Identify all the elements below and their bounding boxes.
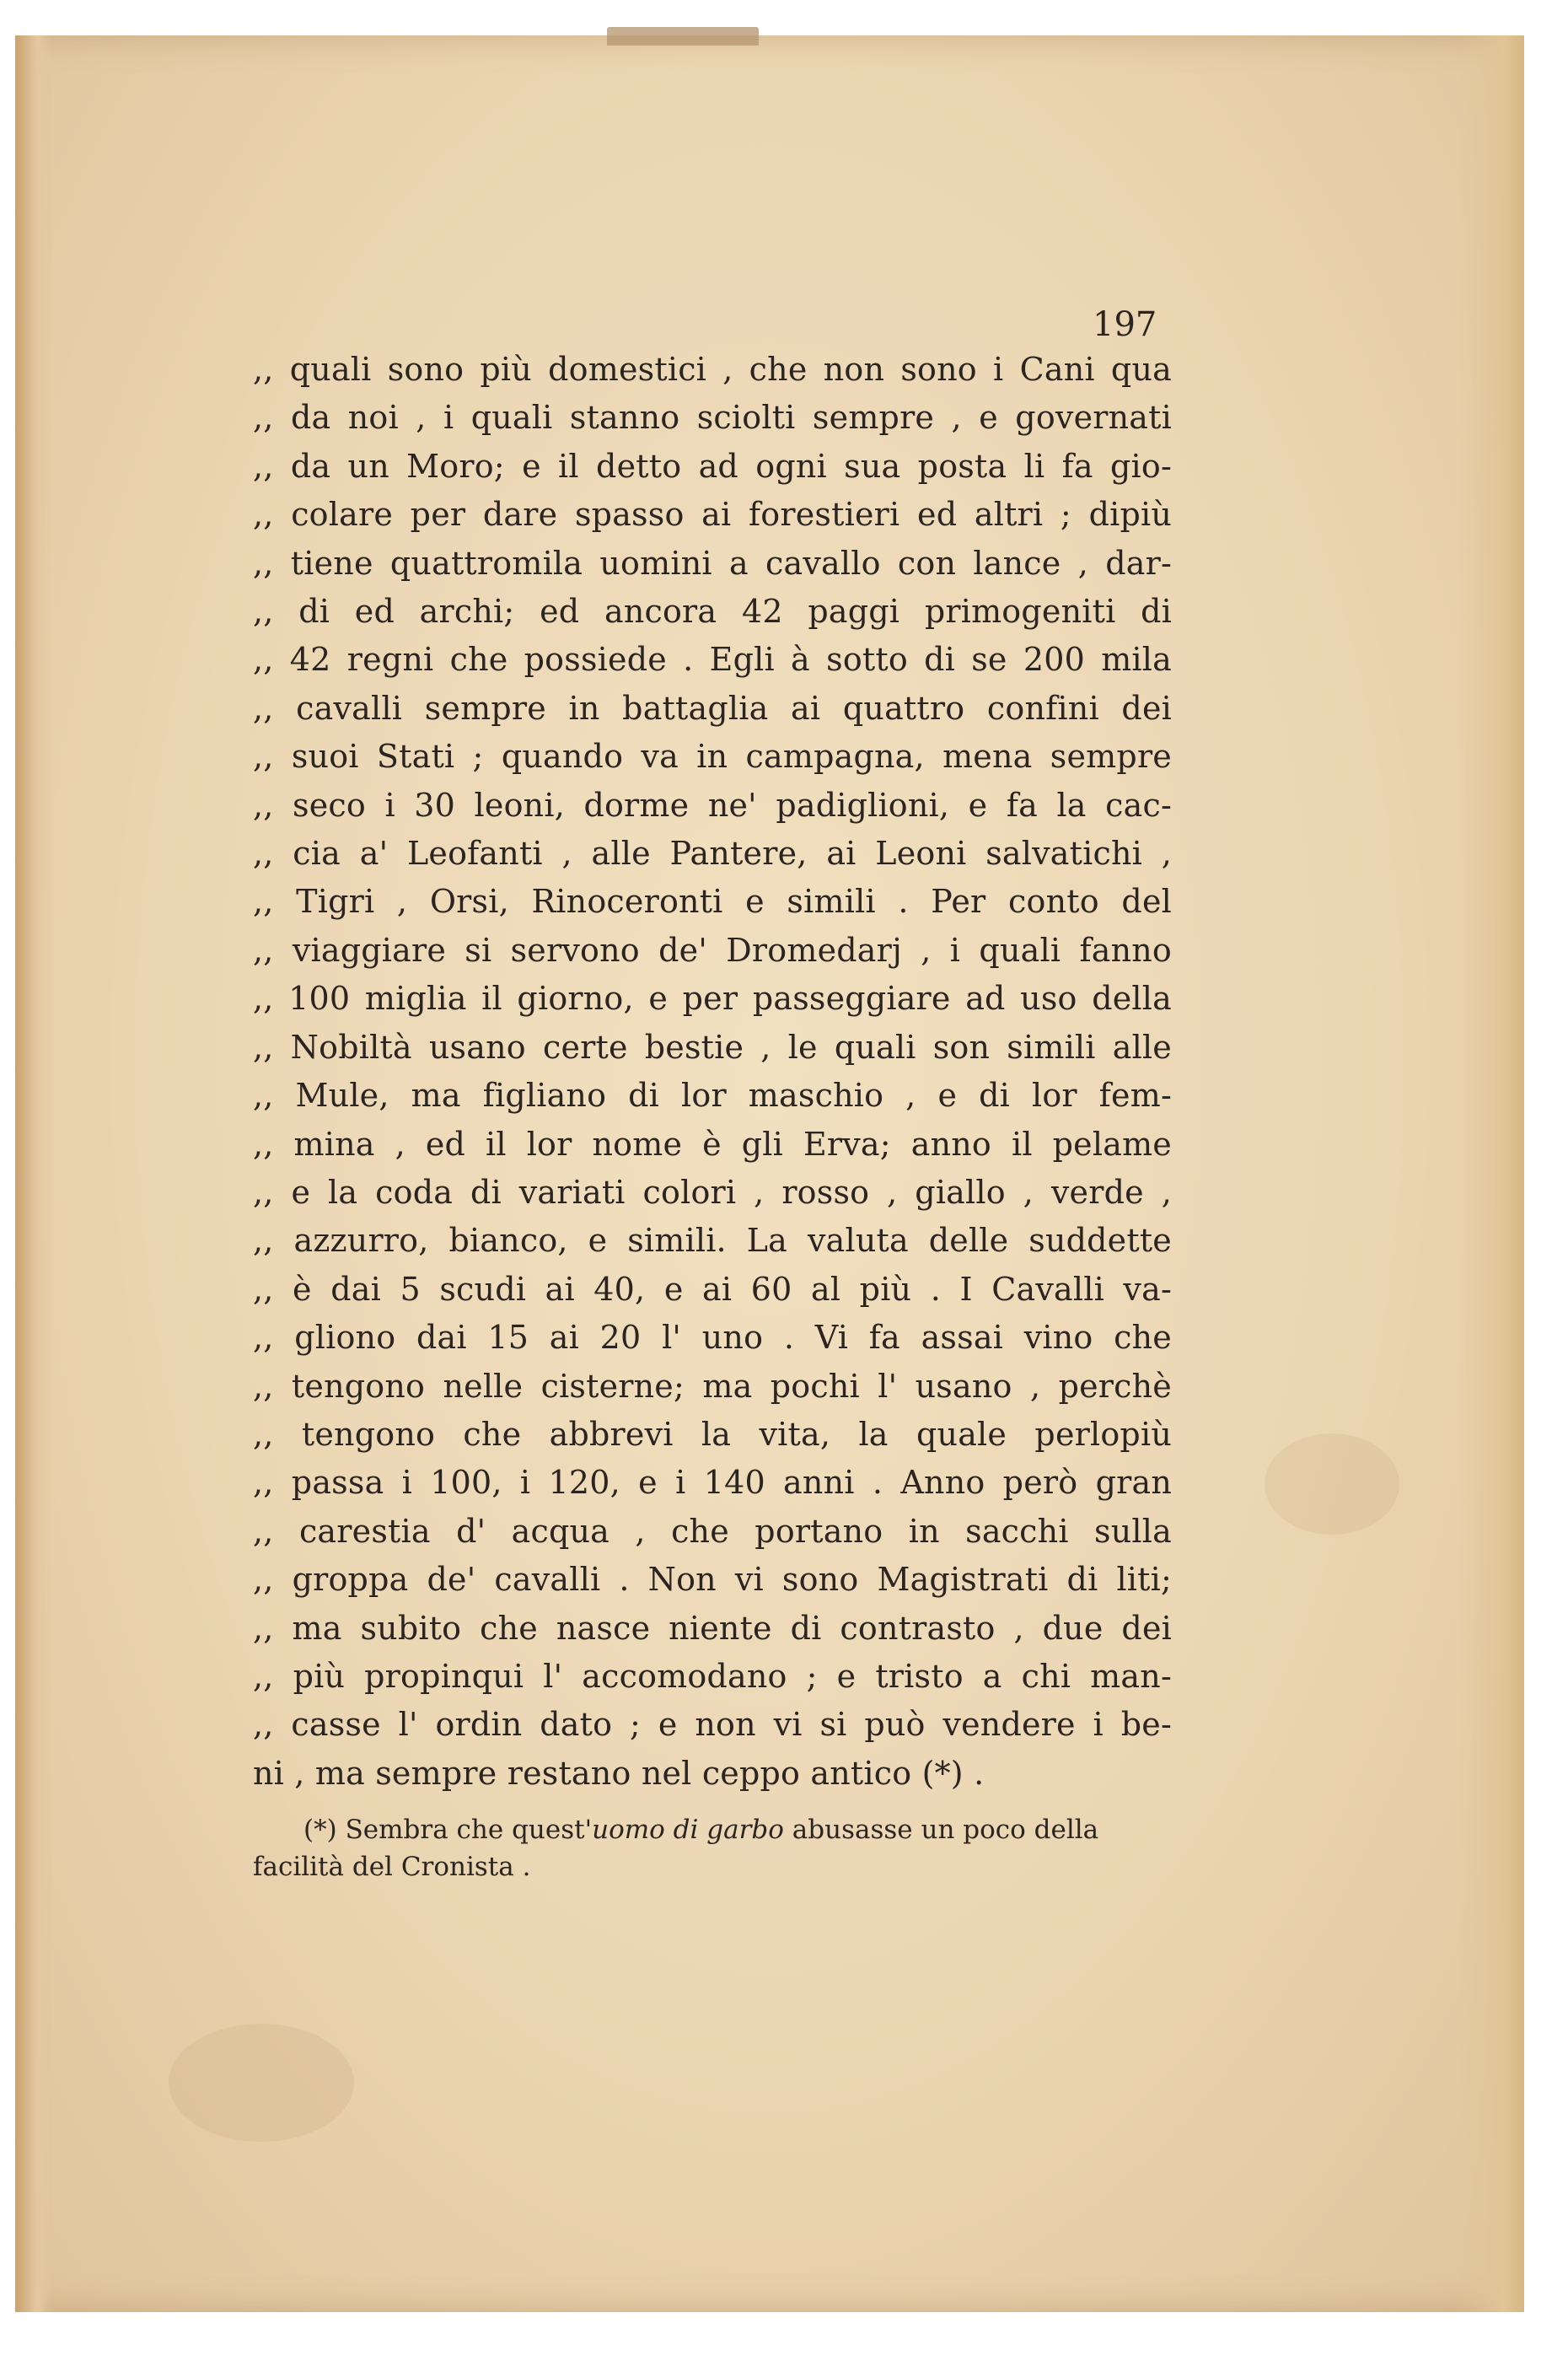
page-number: 197 — [1093, 305, 1157, 344]
footnote-continuation: facilità del Cronista . — [253, 1852, 531, 1882]
text-line: ni , ma sempre restano nel ceppo antico (*) . — [253, 1754, 985, 1792]
footnote-first-line — [253, 1811, 1146, 1848]
text-line: ,, carestia d' acqua , che portano in sacchi sulla — [253, 1512, 1172, 1550]
text-line: ,, 42 regni che possiede . Egli à sotto di se 200 mila — [253, 641, 1172, 679]
text-line: ,, ma subito che nasce niente di contrasto , due dei — [253, 1609, 1172, 1647]
text-line: ,, casse l' ordin dato ; e non vi si può vendere i be- — [253, 1706, 1172, 1744]
page-edge — [1458, 35, 1524, 2312]
text-line: ,, viaggiare si servono de' Dromedarj , i quali fanno — [253, 931, 1172, 969]
text-line: ,, cavalli sempre in battaglia ai quattro confini dei — [253, 689, 1172, 727]
paper-stain — [169, 2024, 354, 2142]
text-line: ,, mina , ed il lor nome è gli Erva; anno il pelame — [253, 1125, 1172, 1163]
text-line: ,, suoi Stati ; quando va in campagna, mena sempre — [253, 738, 1172, 776]
footnote-italic: uomo di garbo — [592, 1815, 784, 1845]
paper-stain — [1265, 1433, 1399, 1535]
text-line: ,, gliono dai 15 ai 20 l' uno . Vi fa assai vino che — [253, 1319, 1172, 1357]
text-line: ,, e la coda di variati colori , rosso , giallo , verde , — [253, 1173, 1172, 1211]
text-line: ,, è dai 5 scudi ai 40, e ai 60 al più . I Cavalli va- — [253, 1270, 1172, 1308]
text-line: ,, più propinqui l' accomodano ; e tristo a chi man- — [253, 1657, 1172, 1695]
text-line: ,, seco i 30 leoni, dorme ne' padiglioni, e fa la cac- — [253, 786, 1172, 824]
footnote-marker: (*) — [303, 1815, 337, 1845]
text-line: ,, groppa de' cavalli . Non vi sono Magistrati di liti; — [253, 1561, 1172, 1599]
text-line: ,, da un Moro; e il detto ad ogni sua posta li fa gio- — [253, 447, 1172, 485]
text-line: ,, colare per dare spasso ai forestieri ed altri ; dipiù — [253, 496, 1172, 534]
text-line: ,, passa i 100, i 120, e i 140 anni . Anno però gran — [253, 1464, 1172, 1502]
text-line: ,, 100 miglia il giorno, e per passeggiare ad uso della — [253, 980, 1172, 1018]
text-line: ,, Tigri , Orsi, Rinoceronti e simili . Per conto del — [253, 883, 1172, 921]
footnote-text: abusasse un poco della — [783, 1815, 1099, 1845]
text-line: ,, da noi , i quali stanno sciolti sempre , e governati — [253, 399, 1172, 437]
text-line: ,, azzurro, bianco, e simili. La valuta delle suddette — [253, 1222, 1172, 1260]
binding-edge — [15, 35, 52, 2312]
text-line: ,, Nobiltà usano certe bestie , le quali son simili alle — [253, 1028, 1172, 1066]
body-text — [253, 346, 1172, 1798]
text-line: ,, tengono che abbrevi la vita, la quale perlopiù — [253, 1415, 1172, 1453]
binding-tab — [607, 27, 759, 46]
text-line: ,, quali sono più domestici , che non sono i Cani qua — [253, 351, 1172, 388]
text-line: ,, Mule, ma figliano di lor maschio , e di lor fem- — [253, 1077, 1172, 1115]
footnote-text: Sembra che quest' — [345, 1815, 593, 1845]
footnote — [253, 1811, 1146, 1885]
text-line: ,, tengono nelle cisterne; ma pochi l' usano , perchè — [253, 1367, 1172, 1405]
text-line: ,, di ed archi; ed ancora 42 paggi primogeniti di — [253, 593, 1172, 631]
text-line: ,, cia a' Leofanti , alle Pantere, ai Leoni salvatichi , — [253, 835, 1172, 873]
text-line: ,, tiene quattromila uomini a cavallo con lance , dar- — [253, 544, 1172, 582]
